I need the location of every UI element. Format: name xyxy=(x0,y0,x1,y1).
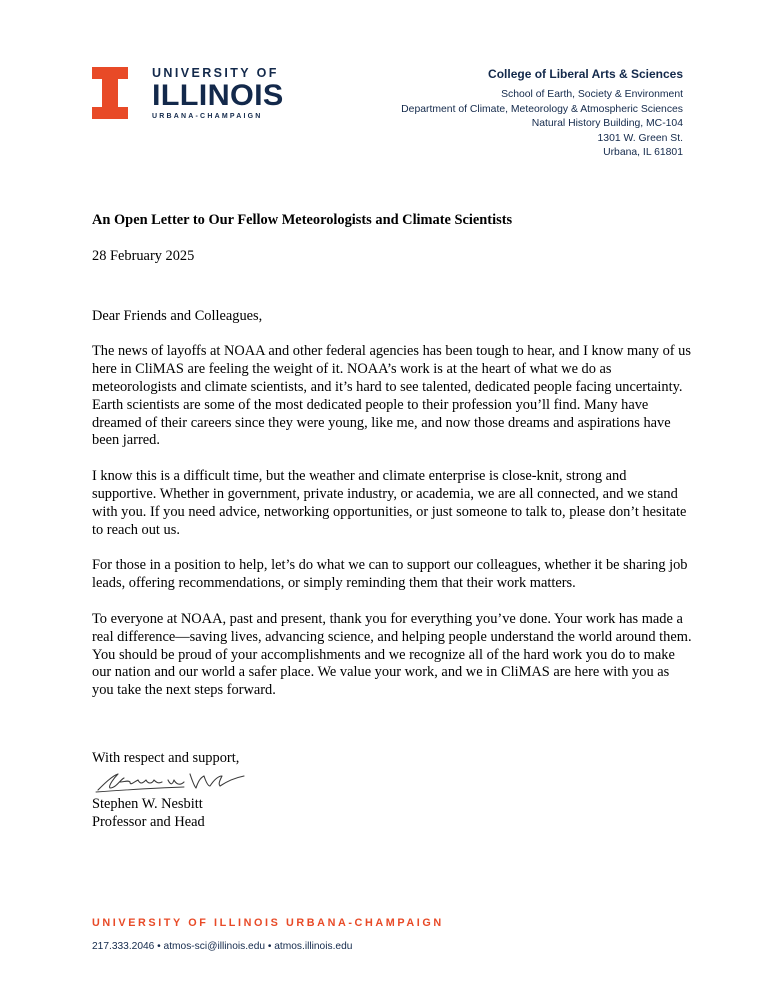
address-line: Department of Climate, Meteorology & Atmospheric Sciences xyxy=(401,103,683,115)
address-line: Urbana, IL 61801 xyxy=(603,147,683,158)
letter-closing: With respect and support, xyxy=(92,749,240,766)
footer-university: UNIVERSITY OF ILLINOIS URBANA-CHAMPAIGN xyxy=(92,917,444,929)
university-logo xyxy=(92,66,302,122)
address-line: School of Earth, Society & Environment xyxy=(501,89,683,100)
letter-title: An Open Letter to Our Fellow Meteorologists and Climate Scientists xyxy=(92,212,513,228)
address-line: Natural History Building, MC-104 xyxy=(531,118,683,129)
handwritten-signature xyxy=(94,768,254,796)
letter-greeting: Dear Friends and Colleagues, xyxy=(92,307,263,324)
signer-title: Professor and Head xyxy=(92,813,205,830)
letter-body xyxy=(92,212,692,831)
letter-paragraph: To everyone at NOAA, past and present, thank you for everything you’ve done. Your work has made a real difference—saving lives, advancing science, and helping people understand the world around them. You should be proud of your accomplishments and we recognize all of the hard work you do to make our nation and our world a safer place. We value your work, and we in CliMAS are here with you as you take the next steps forward. xyxy=(92,610,692,699)
letter-paragraph: I know this is a difficult time, but the weather and climate enterprise is close-knit, strong and supportive. Whether in government, private industry, or academia, we are all connected, and we stand with you. If you need advice, networking opportunities, or just someone to talk to, please don’t hesitate to reach out us. xyxy=(92,468,687,538)
letter-paragraph: The news of layoffs at NOAA and other federal agencies has been tough to hear, and I know many of us here in CliMAS are feeling the weight of it. NOAA’s work is at the heart of what we do as meteorologists and climate scientists, and it’s hard to see talented, dedicated people facing uncertainty. Earth scientists are some of the most dedicated people to their profession you’ll find. Many have dreamed of their careers since they were young, like me, and now those dreams and aspirations have been jarred. xyxy=(92,343,691,449)
college-name: College of Liberal Arts & Sciences xyxy=(488,67,683,81)
block-i-icon xyxy=(92,67,128,119)
letter-date: 28 February 2025 xyxy=(92,247,195,264)
letterhead-address xyxy=(401,66,683,161)
address-line: 1301 W. Green St. xyxy=(597,132,683,144)
footer-contact: 217.333.2046 • atmos-sci@illinois.edu • atmos.illinois.edu xyxy=(92,941,353,952)
logo-illinois: ILLINOIS xyxy=(152,79,284,112)
signer-name: Stephen W. Nesbitt xyxy=(92,795,203,812)
letter-paragraph: For those in a position to help, let’s do what we can to support our colleagues, whether it be sharing job leads, offering recommendations, or simply reminding them that their work matters. xyxy=(92,557,688,592)
letter-footer xyxy=(92,917,444,953)
logo-urbana-champaign: URBANA-CHAMPAIGN xyxy=(152,113,263,120)
logo-university-of: UNIVERSITY OF xyxy=(152,66,279,80)
